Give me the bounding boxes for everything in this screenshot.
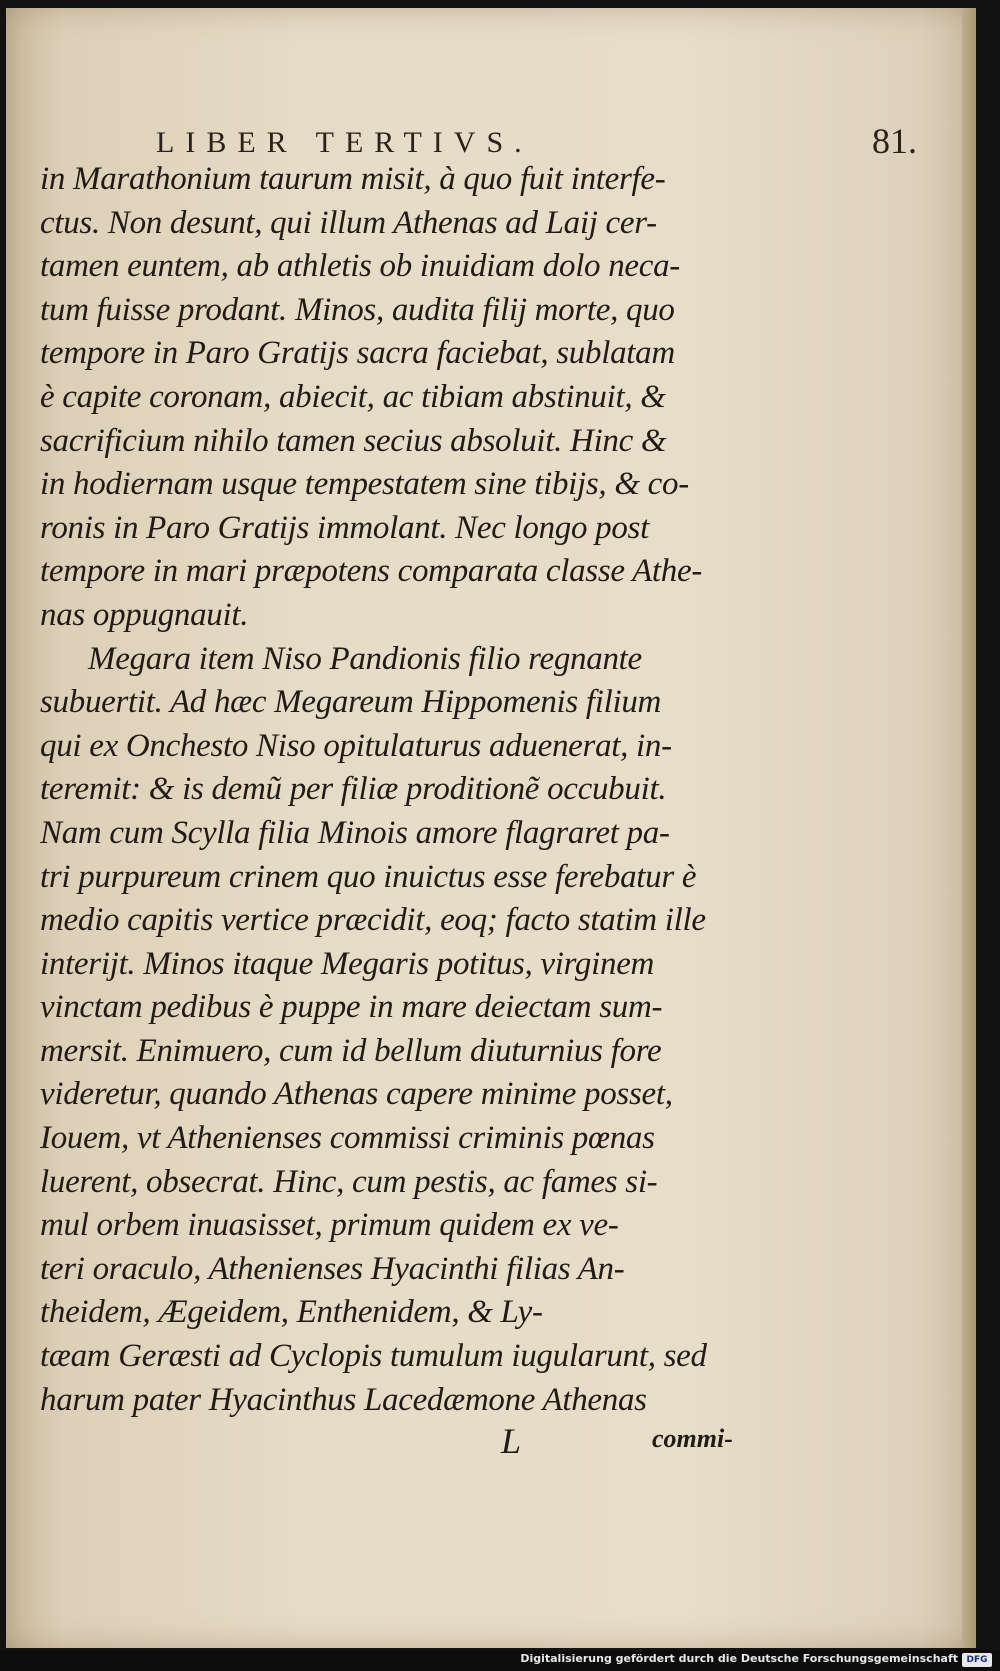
paragraph-start-line: Megara item Niso Pandionis filio regnante bbox=[88, 640, 642, 677]
text-line: interijt. Minos itaque Megaris potitus, virginem bbox=[40, 945, 655, 982]
text-line: tempore in Paro Gratijs sacra faciebat, sublatam bbox=[40, 335, 675, 372]
body-text bbox=[40, 158, 786, 1422]
catchword: commi- bbox=[652, 1424, 733, 1453]
footer-bar bbox=[0, 1650, 1000, 1671]
text-line: in Marathonium taurum misit, à quo fuit interfe- bbox=[40, 161, 666, 197]
text-line: medio capitis vertice præcidit, eoq; facto statim ille bbox=[40, 902, 706, 939]
text-line: in hodiernam usque tempestatem sine tibijs, & co- bbox=[40, 466, 689, 503]
book-page bbox=[6, 8, 976, 1648]
text-line: ctus. Non desunt, qui illum Athenas ad Laij cer- bbox=[40, 204, 657, 241]
dfg-logo-icon: DFG bbox=[962, 1653, 992, 1667]
text-line: Nam cum Scylla filia Minois amore flagraret pa- bbox=[40, 814, 670, 851]
text-line: videretur, quando Athenas capere minime posset, bbox=[40, 1076, 673, 1113]
text-line: vinctam pedibus è puppe in mare deiectam sum- bbox=[40, 989, 663, 1026]
text-line: mersit. Enimuero, cum id bellum diuturnius fore bbox=[40, 1032, 662, 1069]
text-line: harum pater Hyacinthus Lacedæmone Athenas bbox=[40, 1381, 647, 1418]
text-line: ronis in Paro Gratijs immolant. Nec longo post bbox=[40, 509, 649, 546]
text-line: sacrificium nihilo tamen secius absoluit. Hinc & bbox=[40, 422, 667, 459]
running-head: LIBER TERTIVS. bbox=[156, 126, 533, 159]
text-line: tæam Geræsti ad Cyclopis tumulum iugularunt, sed bbox=[40, 1338, 707, 1375]
text-line: luerent, obsecrat. Hinc, cum pestis, ac fames si- bbox=[40, 1163, 658, 1200]
text-line: tamen euntem, ab athletis ob inuidiam dolo neca- bbox=[40, 248, 680, 285]
folio-number: 81. bbox=[872, 121, 917, 161]
text-line: nas oppugnauit. bbox=[40, 596, 249, 633]
signature-mark: L bbox=[501, 1421, 522, 1461]
text-line: theidem, Ægeidem, Enthenidem, & Ly- bbox=[40, 1294, 543, 1331]
text-line: tum fuisse prodant. Minos, audita filij morte, quo bbox=[40, 291, 675, 328]
text-line: teri oraculo, Athenienses Hyacinthi filias An- bbox=[40, 1250, 625, 1287]
text-line: è capite coronam, abiecit, ac tibiam abstinuit, & bbox=[40, 378, 666, 415]
text-line: qui ex Onchesto Niso opitulaturus aduenerat, in- bbox=[40, 727, 672, 764]
text-line: teremit: & is demũ per filiæ proditionẽ occubuit. bbox=[40, 771, 667, 808]
text-line: tri purpureum crinem quo inuictus esse ferebatur è bbox=[40, 858, 697, 895]
page-edge bbox=[962, 8, 976, 1648]
text-line: tempore in mari præpotens comparata classe Athe- bbox=[40, 553, 703, 590]
footer-credit: Digitalisierung gefördert durch die Deutsche Forschungsgemeinschaft bbox=[520, 1652, 958, 1665]
text-line: Iouem, vt Athenienses commissi criminis pœnas bbox=[40, 1120, 655, 1157]
text-line: subuertit. Ad hæc Megareum Hippomenis filium bbox=[40, 684, 662, 721]
text-line: mul orbem inuasisset, primum quidem ex ve- bbox=[40, 1207, 619, 1244]
